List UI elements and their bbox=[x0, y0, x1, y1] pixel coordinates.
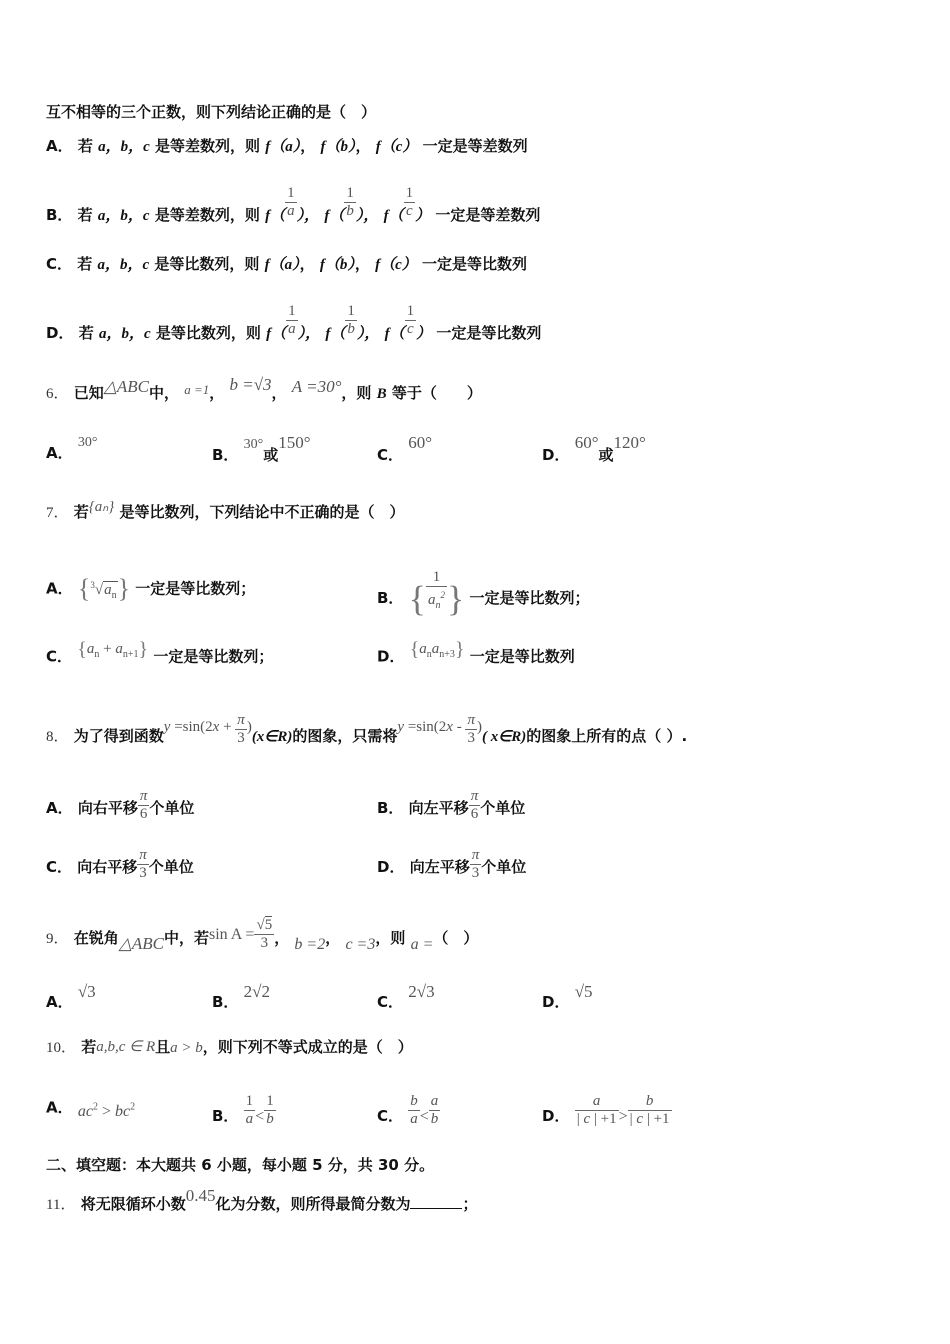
answer-blank[interactable] bbox=[410, 1196, 462, 1209]
q7-option-a: A． $\{^3√a_n\}$ 一定是等比数列； bbox=[46, 574, 256, 603]
inequality-condition: a > b bbox=[170, 1040, 203, 1056]
fraction-1-over-an-squared: $\frac{1}{a_n^2}$ bbox=[426, 569, 447, 614]
q8-option-d bbox=[377, 847, 527, 885]
fraction-b-over-abs-c-plus-1: $\frac{b}{| c | +1}$ bbox=[629, 1093, 670, 1127]
option-label: B． bbox=[212, 993, 239, 1011]
q5-option-a: A． 若 a，b，c 是等差数列，则 f（a）， f（b）， f（c） 一定是等差数列 bbox=[46, 137, 528, 155]
text: 若 bbox=[77, 137, 93, 155]
question-number: 8． bbox=[46, 728, 69, 745]
q9-option-d bbox=[542, 982, 593, 1011]
text: 中， bbox=[148, 384, 179, 402]
value: √3 bbox=[77, 982, 96, 1001]
value: 2√2 bbox=[243, 982, 271, 1001]
text: 个单位 bbox=[481, 858, 527, 876]
fraction-sqrt5-over-3: $\frac{√5}{3}$ bbox=[256, 917, 273, 951]
question-number: 6． bbox=[46, 386, 69, 402]
text: 一定是等比数列； bbox=[469, 589, 590, 607]
ask-a: a = bbox=[410, 936, 434, 953]
q5-stem: 互不相等的三个正数，则下列结论正确的是（ ） bbox=[46, 103, 377, 121]
fraction-1-over-a: $\frac{1}{a}$ bbox=[245, 1093, 254, 1127]
or: 或 bbox=[598, 446, 614, 464]
vars: a，b，c bbox=[97, 208, 150, 224]
option-label: A． bbox=[46, 993, 73, 1011]
value: √5 bbox=[574, 982, 593, 1001]
fraction-1-over-a: $\frac{1}{a}$ bbox=[287, 185, 295, 219]
text: 将无限循环小数 bbox=[80, 1195, 186, 1213]
option-label: A． bbox=[46, 137, 73, 155]
text: 若 bbox=[81, 1038, 97, 1056]
cond-c: c =3 bbox=[345, 936, 376, 953]
q10-option-d: D． $\frac{a}{| c | +1}$ > $\frac{b}{| c | +1}$ bbox=[542, 1093, 670, 1127]
text: 已知 bbox=[73, 384, 104, 402]
option-label: A． bbox=[46, 799, 73, 817]
fraction-a-over-b: $\frac{a}{b}$ bbox=[430, 1093, 439, 1127]
expression: $ac^2 > bc^2$ bbox=[77, 1102, 136, 1121]
question-number: 7． bbox=[46, 505, 69, 521]
text: 若 bbox=[77, 255, 93, 273]
text: 中，若 bbox=[163, 929, 209, 947]
q10-option-a bbox=[46, 1098, 136, 1121]
q9-option-b bbox=[212, 982, 271, 1011]
text: 一定是等比数列； bbox=[153, 647, 274, 666]
product-expression: $\{a_na_{n+3}\}$ bbox=[409, 639, 465, 661]
option-label: A． bbox=[46, 1098, 73, 1117]
text: 在锐角 bbox=[73, 929, 119, 947]
q6-stem: 6． 已知△ABC中， a =1， b =√3， A =30°，则 B 等于（ ） bbox=[46, 375, 482, 402]
option-label: C． bbox=[46, 858, 73, 876]
option-label: C． bbox=[377, 993, 404, 1011]
fraction-1-over-b: $\frac{1}{b}$ bbox=[347, 303, 355, 337]
triangle-abc: △ABC bbox=[118, 934, 164, 953]
text: 一定是等比数列； bbox=[135, 579, 256, 598]
value-2: 150° bbox=[278, 433, 311, 452]
fc: f（c） bbox=[375, 257, 417, 273]
text: 向右平移 bbox=[77, 858, 138, 876]
cond-b: b =√3 bbox=[229, 375, 272, 394]
q6-option-c bbox=[377, 433, 433, 464]
text: ，则 bbox=[375, 929, 406, 947]
sin-a: sin A = bbox=[208, 926, 255, 943]
q5-option-b: B． 若 a，b，c 是等差数列，则 f（ $\frac{1}{a}$ ）， f（ $\frac{1}{b}$ ）， f（ $\frac{1}{c}$ ） 一定是等差数列 bbox=[46, 185, 541, 224]
text: 的图象，只需将 bbox=[292, 726, 398, 745]
fraction-pi-6: $\frac{\pi}{6}$ bbox=[139, 788, 148, 822]
option-label: D． bbox=[46, 324, 74, 342]
text: 一定是等比数列 bbox=[422, 255, 528, 273]
text: 一定是等差数列 bbox=[435, 206, 541, 224]
fraction-1-over-b: $\frac{1}{b}$ bbox=[266, 1093, 274, 1127]
option-label: A． bbox=[46, 579, 73, 598]
question-number: 11． bbox=[46, 1197, 76, 1213]
set-condition: a,b,c ∈ R bbox=[96, 1039, 156, 1055]
q9-option-a bbox=[46, 982, 96, 1011]
function-2: y =sin(2x - $\frac{\pi}{3}$ ) bbox=[397, 712, 482, 746]
q11-stem bbox=[46, 1186, 478, 1213]
cond-b: b =2 bbox=[294, 936, 326, 953]
q10-option-c: C． $\frac{b}{a}$ < $\frac{a}{b}$ bbox=[377, 1093, 439, 1127]
q7-stem bbox=[46, 499, 405, 521]
question-number: 9． bbox=[46, 931, 69, 947]
text: 是等比数列，下列结论中不正确的是（ ） bbox=[119, 503, 405, 521]
value: 30° bbox=[243, 437, 264, 452]
text: 化为分数，则所得最简分数为 bbox=[215, 1195, 411, 1213]
q9-stem: 9． 在锐角△ABC中，若sin A = $\frac{√5}{3}$ ， b =2， c =3，则 a =（ ） bbox=[46, 917, 479, 953]
value: 30° bbox=[77, 435, 98, 450]
fraction-1-over-c: $\frac{1}{c}$ bbox=[405, 185, 414, 219]
option-label: B． bbox=[212, 1107, 239, 1125]
text: 是等差数列，则 bbox=[154, 206, 260, 224]
sum-expression: $\{a_n + a_{n+1}\}$ bbox=[77, 639, 149, 661]
fraction-1-over-b: $\frac{1}{b}$ bbox=[346, 185, 354, 219]
option-label: D． bbox=[377, 858, 405, 876]
value: 2√3 bbox=[408, 982, 435, 1001]
option-label: B． bbox=[212, 446, 239, 464]
text: 是等差数列，则 bbox=[155, 137, 261, 155]
fraction-a-over-abs-c-plus-1: $\frac{a}{| c | +1}$ bbox=[576, 1093, 617, 1127]
q8-stem bbox=[46, 712, 688, 755]
text: 若 bbox=[77, 206, 93, 224]
vars: a，b，c bbox=[98, 139, 150, 155]
value-2: 120° bbox=[613, 433, 646, 452]
fb: f（b） bbox=[319, 257, 355, 273]
option-label: D． bbox=[542, 1107, 570, 1125]
text: 向右平移 bbox=[77, 799, 138, 817]
option-label: B． bbox=[377, 589, 404, 607]
fraction-b-over-a: $\frac{b}{a}$ bbox=[410, 1093, 418, 1127]
cube-root-an: $^3√a_n$ bbox=[90, 579, 117, 601]
text: 向左平移 bbox=[409, 858, 470, 876]
q10-stem bbox=[46, 1040, 413, 1056]
fb: f（b） bbox=[320, 139, 356, 155]
text: 若 bbox=[78, 324, 94, 342]
or: 或 bbox=[263, 446, 279, 464]
section-heading: 二、填空题：本大题共 6 小题，每小题 5 分，共 30 分。 bbox=[46, 1156, 435, 1174]
domain-1: (x∈R) bbox=[251, 728, 293, 745]
q7-option-c bbox=[46, 639, 274, 668]
value: 60° bbox=[408, 433, 433, 452]
text: 若 bbox=[73, 503, 89, 521]
vars: a，b，c bbox=[97, 257, 150, 273]
text: 向左平移 bbox=[408, 799, 469, 817]
option-label: A． bbox=[46, 444, 73, 462]
var-b: B bbox=[376, 386, 387, 402]
option-label: C． bbox=[46, 647, 73, 666]
sequence-an: {aₙ} bbox=[88, 499, 115, 515]
fraction-1-over-c: $\frac{1}{c}$ bbox=[406, 303, 415, 337]
option-label: B． bbox=[46, 206, 73, 224]
q5-option-d: D． 若 a，b，c 是等比数列，则 f（ $\frac{1}{a}$ ）， f（ $\frac{1}{b}$ ）， f（ $\frac{1}{c}$ ） 一定是等比数列 bbox=[46, 303, 542, 342]
text: （ ） bbox=[433, 929, 479, 947]
text: 且 bbox=[155, 1038, 171, 1056]
q8-option-b bbox=[377, 788, 526, 826]
option-label: C． bbox=[377, 446, 404, 464]
q9-option-c bbox=[377, 982, 435, 1011]
fa: f（a） bbox=[264, 257, 300, 273]
q6-option-d bbox=[542, 433, 646, 464]
text: 是等比数列，则 bbox=[154, 255, 260, 273]
q6-option-b bbox=[212, 433, 311, 464]
cond-a: a =1 bbox=[184, 382, 210, 397]
triangle-abc: △ABC bbox=[103, 377, 149, 396]
text: ，则下列不等式成立的是（ ） bbox=[202, 1038, 413, 1056]
fraction-pi-3: $\frac{\pi}{3}$ bbox=[471, 847, 480, 881]
q5-option-c: C． 若 a，b，c 是等比数列，则 f（a）， f（b）， f（c） 一定是等比数列 bbox=[46, 255, 528, 273]
text: 为了得到函数 bbox=[73, 726, 164, 745]
value: 60° bbox=[574, 433, 599, 452]
option-label: C． bbox=[46, 255, 73, 273]
domain-2: ( x∈R) bbox=[481, 728, 527, 745]
cond-angle-a: A =30° bbox=[291, 377, 342, 396]
text: 个单位 bbox=[480, 799, 526, 817]
fraction-pi-6: $\frac{\pi}{6}$ bbox=[470, 788, 479, 822]
option-label: D． bbox=[377, 647, 405, 666]
text: 一定是等比数列 bbox=[469, 647, 575, 666]
text: 是等比数列，则 bbox=[155, 324, 261, 342]
vars: a，b，c bbox=[98, 326, 151, 342]
q7-option-b: B． { $\frac{1}{a_n^2}$ } 一定是等比数列； bbox=[377, 569, 590, 619]
q6-option-a bbox=[46, 435, 98, 462]
text: 等于（ ） bbox=[391, 384, 482, 402]
fraction-1-over-a: $\frac{1}{a}$ bbox=[288, 303, 296, 337]
function-1: y =sin(2x + $\frac{\pi}{3}$ ) bbox=[163, 712, 252, 746]
q8-option-a bbox=[46, 788, 195, 826]
text: 一定是等差数列 bbox=[422, 137, 528, 155]
text: 个单位 bbox=[149, 799, 195, 817]
text: 的图象上所有的点（ ）. bbox=[526, 726, 688, 745]
option-label: C． bbox=[377, 1107, 404, 1125]
option-label: D． bbox=[542, 993, 570, 1011]
text: 个单位 bbox=[148, 858, 194, 876]
text: 一定是等比数列 bbox=[436, 324, 542, 342]
q10-option-b: B． $\frac{1}{a}$ < $\frac{1}{b}$ bbox=[212, 1093, 274, 1127]
fa: f（a） bbox=[265, 139, 301, 155]
question-number: 10． bbox=[46, 1040, 77, 1056]
option-label: D． bbox=[542, 446, 570, 464]
text: ，则 bbox=[341, 384, 372, 402]
text: ； bbox=[462, 1195, 478, 1213]
fc: f（c） bbox=[375, 139, 418, 155]
repeating-decimal: 0.45 bbox=[185, 1186, 216, 1205]
option-label: B． bbox=[377, 799, 404, 817]
q7-option-d bbox=[377, 639, 575, 668]
fraction-pi-3: $\frac{\pi}{3}$ bbox=[139, 847, 147, 881]
q8-option-c bbox=[46, 847, 194, 885]
